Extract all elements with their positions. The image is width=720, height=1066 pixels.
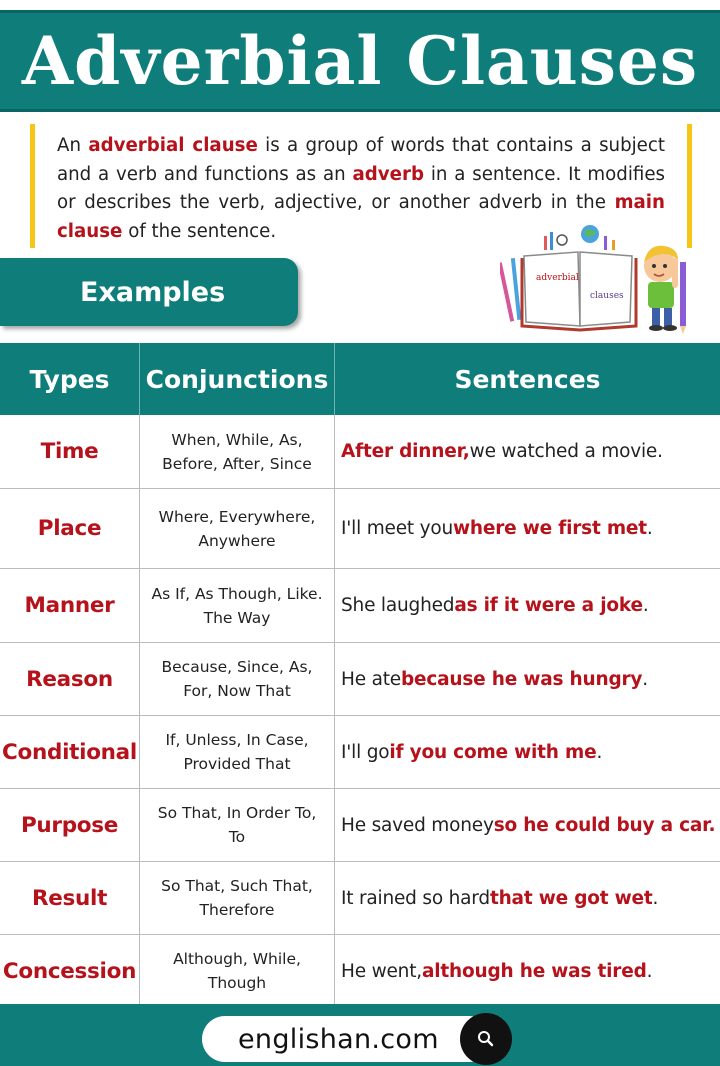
conjunctions-cell [140, 862, 335, 934]
site-url: englishan.com [238, 1023, 439, 1055]
sentence-clause: because he was hungry [400, 668, 643, 690]
conjunctions-cell [140, 935, 335, 1007]
conjunctions-line: So That, In Order To, [157, 804, 317, 822]
conjunctions-cell [140, 789, 335, 861]
sentence-text: . [642, 668, 648, 690]
search-button[interactable] [460, 1013, 512, 1065]
conjunctions-line: If, Unless, In Case, [165, 731, 309, 749]
sentence-clause: so he could buy a car. [493, 814, 716, 836]
sentence-cell [335, 569, 720, 642]
conjunctions-cell [140, 569, 335, 642]
search-icon [476, 1029, 496, 1049]
intro-text-2: is a group of words that contains a subject and a verb and functions as an [57, 135, 665, 185]
intro-highlight-adverb: adverb [352, 163, 424, 185]
sentence-clause: although he was tired [421, 960, 647, 982]
conjunctions-line: As If, As Though, Like. [151, 584, 323, 603]
conjunctions-line: Because, Since, As, [161, 658, 313, 676]
sentence-text: . [646, 960, 653, 982]
sentence-cell [335, 935, 720, 1007]
examples-label: Examples [80, 276, 226, 308]
table-row [0, 789, 720, 862]
sentence-text: She laughed [341, 595, 455, 616]
conjunctions-line: The Way [203, 608, 271, 627]
table-row [0, 643, 720, 716]
conjunctions-line: Though [207, 974, 267, 992]
conjunctions-line: Therefore [199, 901, 275, 919]
book-right-text: clauses [590, 291, 624, 301]
sentence-text: He went, [341, 960, 422, 982]
table-row [0, 489, 720, 569]
sentence-clause: as if it were a joke [454, 595, 643, 616]
sentence-text: we watched a movie. [469, 441, 663, 462]
book-left-text: adverbial [536, 273, 579, 283]
conjunctions-line: To [228, 828, 246, 846]
conjunctions-line: Where, Everywhere, [158, 507, 316, 526]
conjunctions-cell [140, 415, 335, 488]
intro-text-1: An [57, 135, 89, 156]
type-cell: Manner [0, 569, 140, 642]
examples-table [0, 343, 720, 1007]
table-row [0, 716, 720, 789]
conjunctions-line: So That, Such That, [161, 877, 313, 895]
footer-bar [0, 1004, 720, 1066]
conjunctions-line: Provided That [183, 755, 291, 773]
type-cell: Concession [0, 935, 140, 1007]
sentence-clause: where we first met [453, 518, 647, 539]
sentence-cell [335, 716, 720, 788]
sentence-text: He saved money [341, 814, 494, 836]
type-cell: Time [0, 415, 140, 488]
conjunctions-line: Before, After, Since [162, 454, 312, 473]
conjunctions-line: Anywhere [198, 531, 276, 550]
intro-highlight-main-clause: main clause [57, 192, 665, 242]
conjunctions-cell [140, 643, 335, 715]
sentence-text: . [652, 887, 659, 909]
conjunctions-line: Although, While, [173, 950, 301, 968]
header-conjunctions: Conjunctions [140, 343, 335, 415]
sentence-cell [335, 489, 720, 568]
sentence-cell [335, 415, 720, 488]
book-kid-illustration [500, 222, 700, 334]
table-row [0, 569, 720, 643]
examples-tab [0, 258, 298, 326]
table-header [0, 343, 720, 415]
conjunctions-line: When, While, As, [171, 430, 303, 449]
sentence-text: I'll meet you [341, 518, 454, 539]
sentence-text: It rained so hard [341, 887, 490, 909]
intro-text-4: of the sentence. [122, 220, 277, 242]
intro-text-3: in a sentence. It modifies or describes the verb, adjective, or another adverb in the [57, 163, 665, 213]
table-row [0, 935, 720, 1007]
intro-highlight-adverbial-clause: adverbial clause [88, 135, 258, 156]
sentence-text: He ate [341, 668, 401, 690]
site-url-pill[interactable] [202, 1016, 492, 1062]
sentence-text: . [646, 518, 653, 539]
conjunctions-cell [140, 489, 335, 568]
header-sentences: Sentences [454, 364, 601, 394]
sentence-clause: that we got wet [489, 887, 653, 909]
sentence-cell [335, 789, 720, 861]
conjunctions-line: For, Now That [183, 682, 291, 700]
sentence-clause: if you come with me [389, 741, 597, 763]
type-cell: Place [0, 489, 140, 568]
sentence-text: . [642, 595, 649, 616]
type-cell: Result [0, 862, 140, 934]
sentence-cell [335, 643, 720, 715]
page-title: Adverbial Clauses [21, 22, 699, 100]
type-cell: Purpose [0, 789, 140, 861]
table-row [0, 415, 720, 489]
type-cell: Reason [0, 643, 140, 715]
sentence-clause: After dinner, [341, 441, 470, 462]
title-banner [0, 10, 720, 112]
sentence-cell [335, 862, 720, 934]
type-cell: Conditional [0, 716, 140, 788]
sentence-text: . [596, 741, 603, 763]
conjunctions-cell [140, 716, 335, 788]
table-row [0, 862, 720, 935]
sentence-text: I'll go [341, 741, 390, 763]
header-types: Types [0, 343, 140, 415]
